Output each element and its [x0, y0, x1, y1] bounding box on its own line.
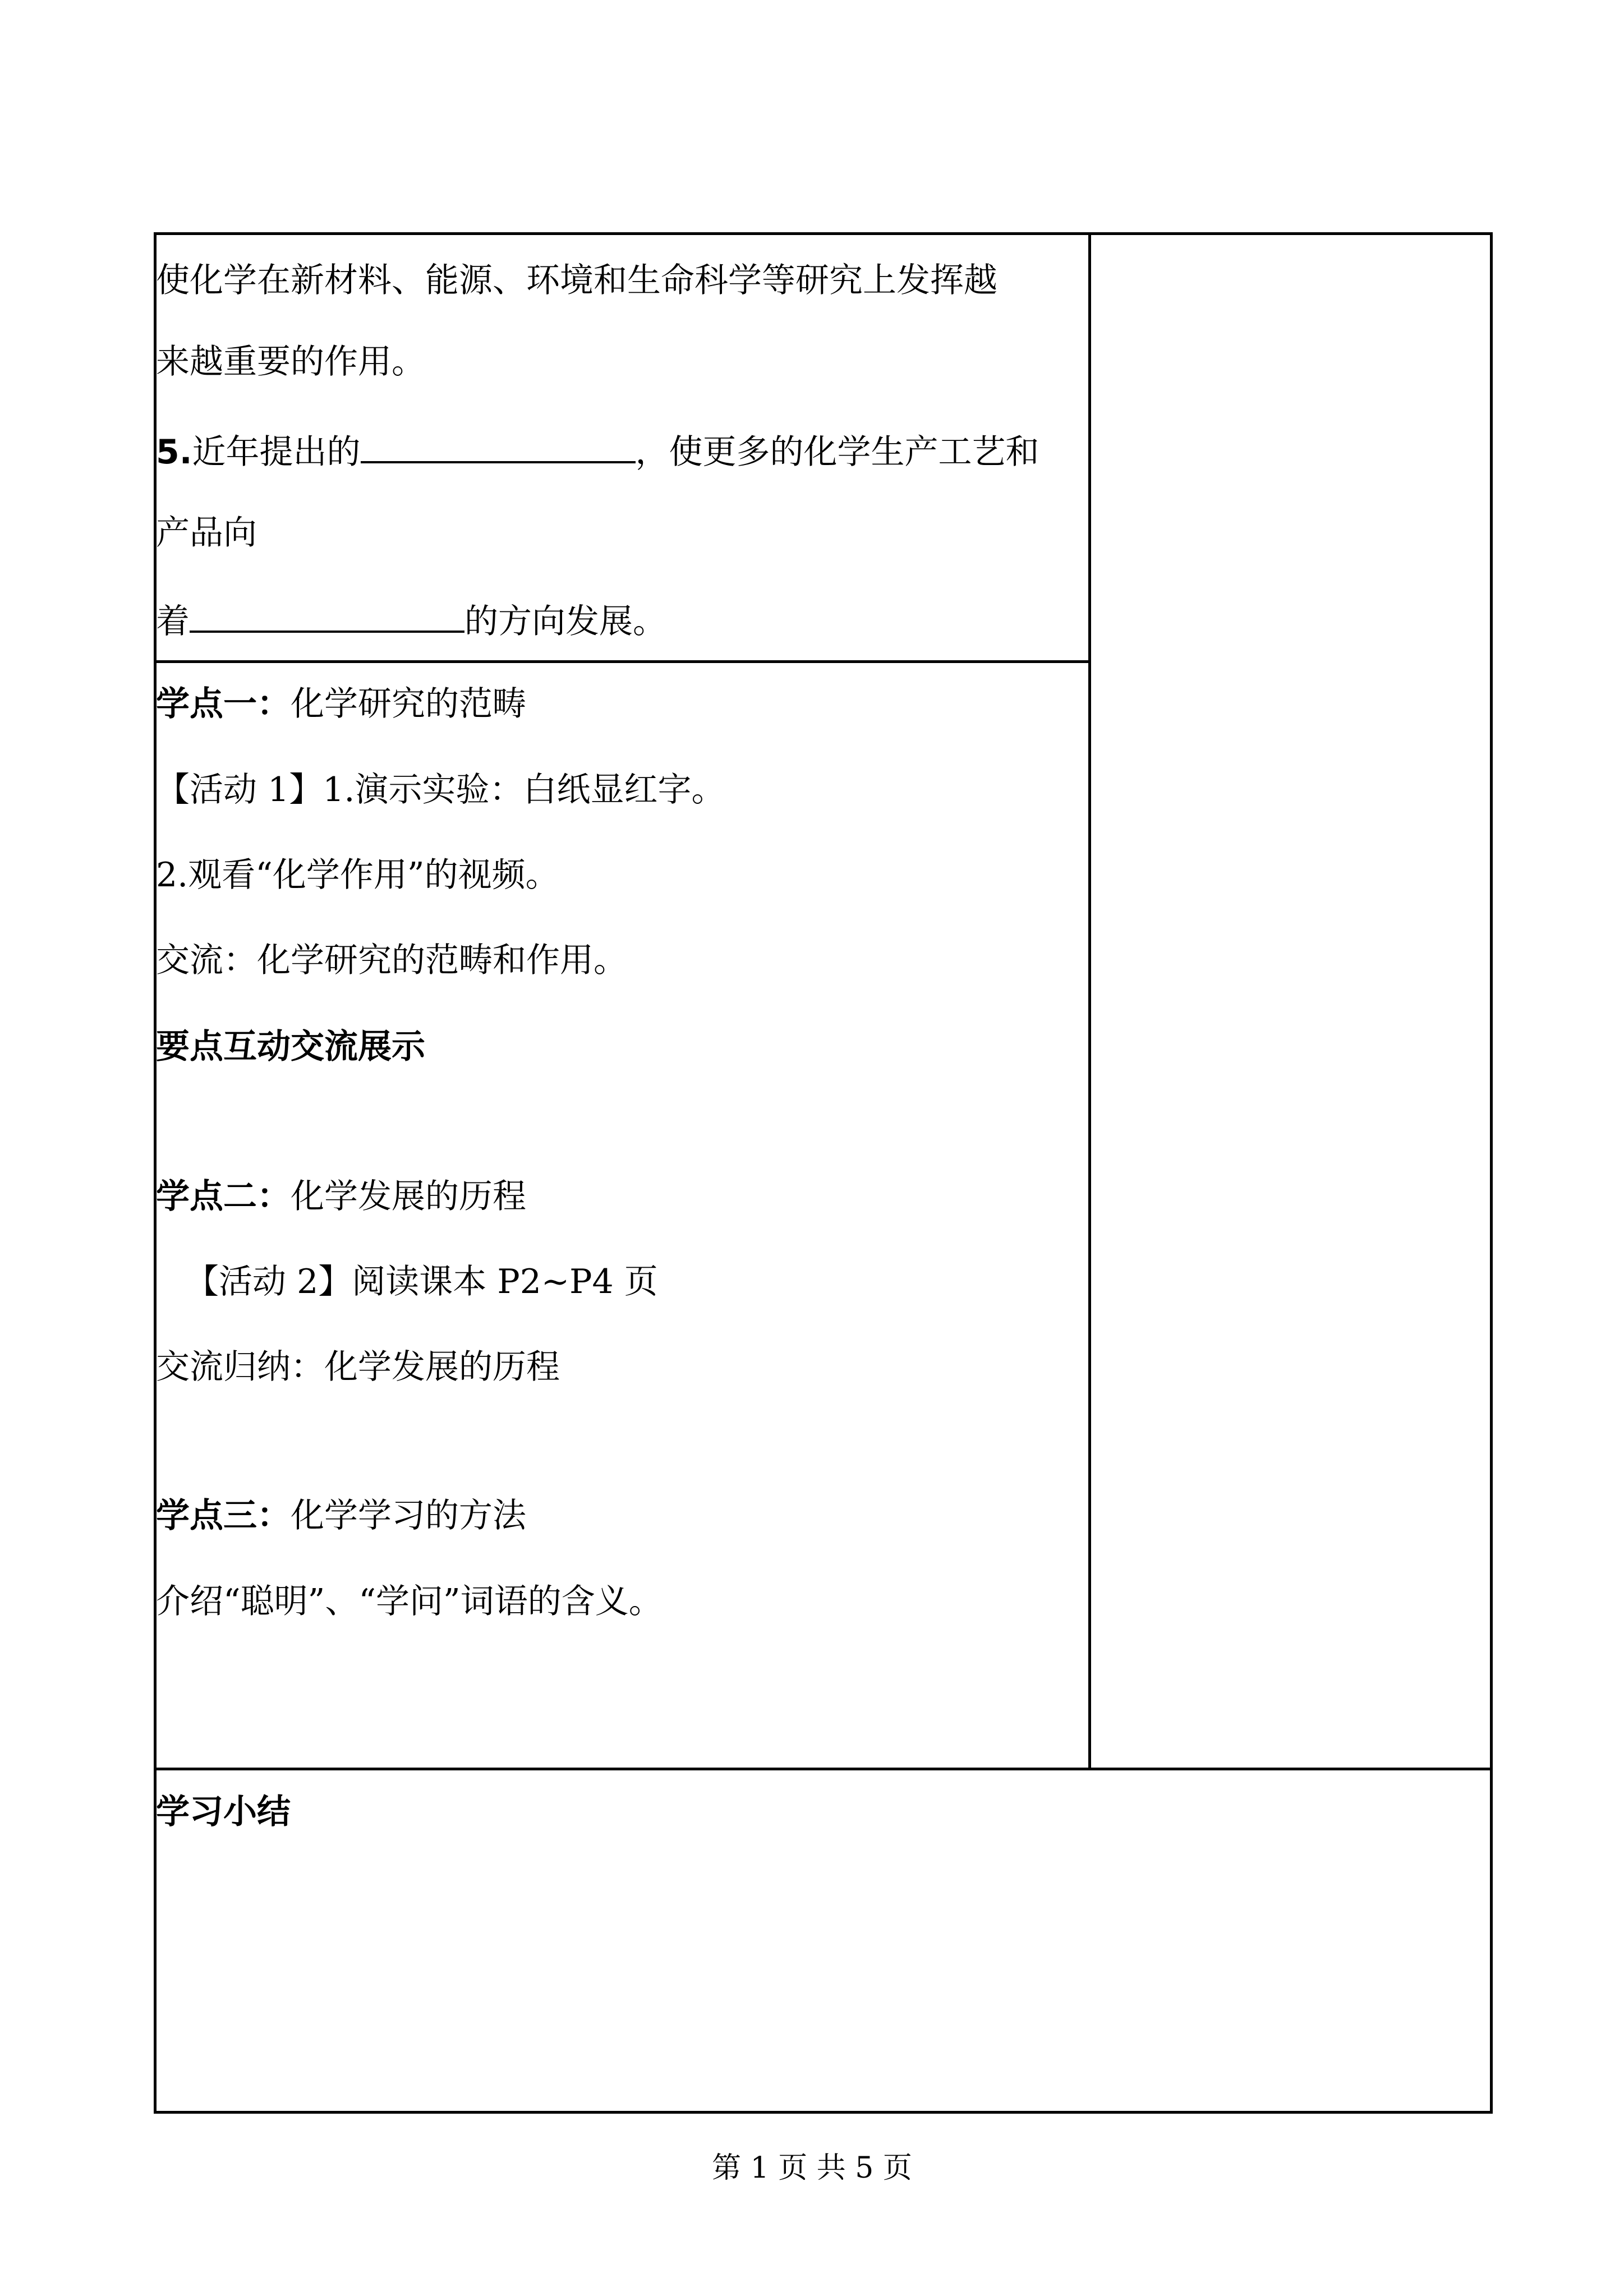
study-point-label: 学点一：	[156, 684, 291, 724]
table-border-right	[1490, 232, 1493, 2114]
activity-2: 【活动 2】阅读课本 P2~P4 页	[185, 1262, 658, 1301]
activity-1-item-2: 2.观看“化学作用”的视频。	[156, 855, 559, 895]
row-divider-1	[154, 660, 1091, 663]
study-point-label: 学点三：	[156, 1496, 291, 1535]
fill-blank-2[interactable]	[190, 596, 464, 633]
fill-blank-1[interactable]	[361, 426, 636, 463]
question-text: 近年提出的	[192, 432, 361, 472]
exchange-2: 交流归纳：化学发展的历程	[156, 1347, 560, 1387]
text-line: 来越重要的作用。	[156, 342, 425, 381]
summary-heading: 学习小结	[156, 1792, 291, 1832]
intro-3: 介绍“聪明”、“学问”词语的含义。	[156, 1582, 663, 1621]
study-point-3	[156, 1493, 526, 1538]
activity-1: 【活动 1】1.演示实验：白纸显红字。	[156, 770, 725, 809]
study-point-2	[156, 1174, 526, 1219]
question-number: 5.	[156, 432, 192, 472]
exchange-1: 交流：化学研究的范畴和作用。	[156, 941, 627, 980]
page-footer: 第 1 页 共 5 页	[712, 2151, 912, 2185]
table-border-top	[154, 232, 1492, 235]
text-line: 产品向	[156, 513, 257, 553]
column-divider	[1088, 232, 1091, 1770]
study-point-title: 化学研究的范畴	[291, 684, 526, 724]
question-text: ，使更多的化学生产工艺和	[635, 432, 1039, 472]
study-point-title: 化学发展的历程	[291, 1177, 526, 1216]
study-point-label: 学点二：	[156, 1177, 291, 1216]
table-border-bottom	[154, 2111, 1492, 2114]
summary-writing-area[interactable]	[157, 1851, 1489, 2106]
text-line: 使化学在新材料、能源、环境和生命科学等研究上发挥越	[156, 261, 997, 300]
question-5	[156, 426, 1039, 475]
answer-line	[156, 596, 666, 644]
answer-text: 的方向发展。	[464, 602, 666, 641]
answer-text: 着	[156, 602, 190, 641]
row-divider-2	[154, 1768, 1492, 1770]
study-point-1	[156, 682, 526, 726]
study-point-title: 化学学习的方法	[291, 1496, 526, 1535]
interaction-heading: 要点互动交流展示	[156, 1027, 425, 1066]
